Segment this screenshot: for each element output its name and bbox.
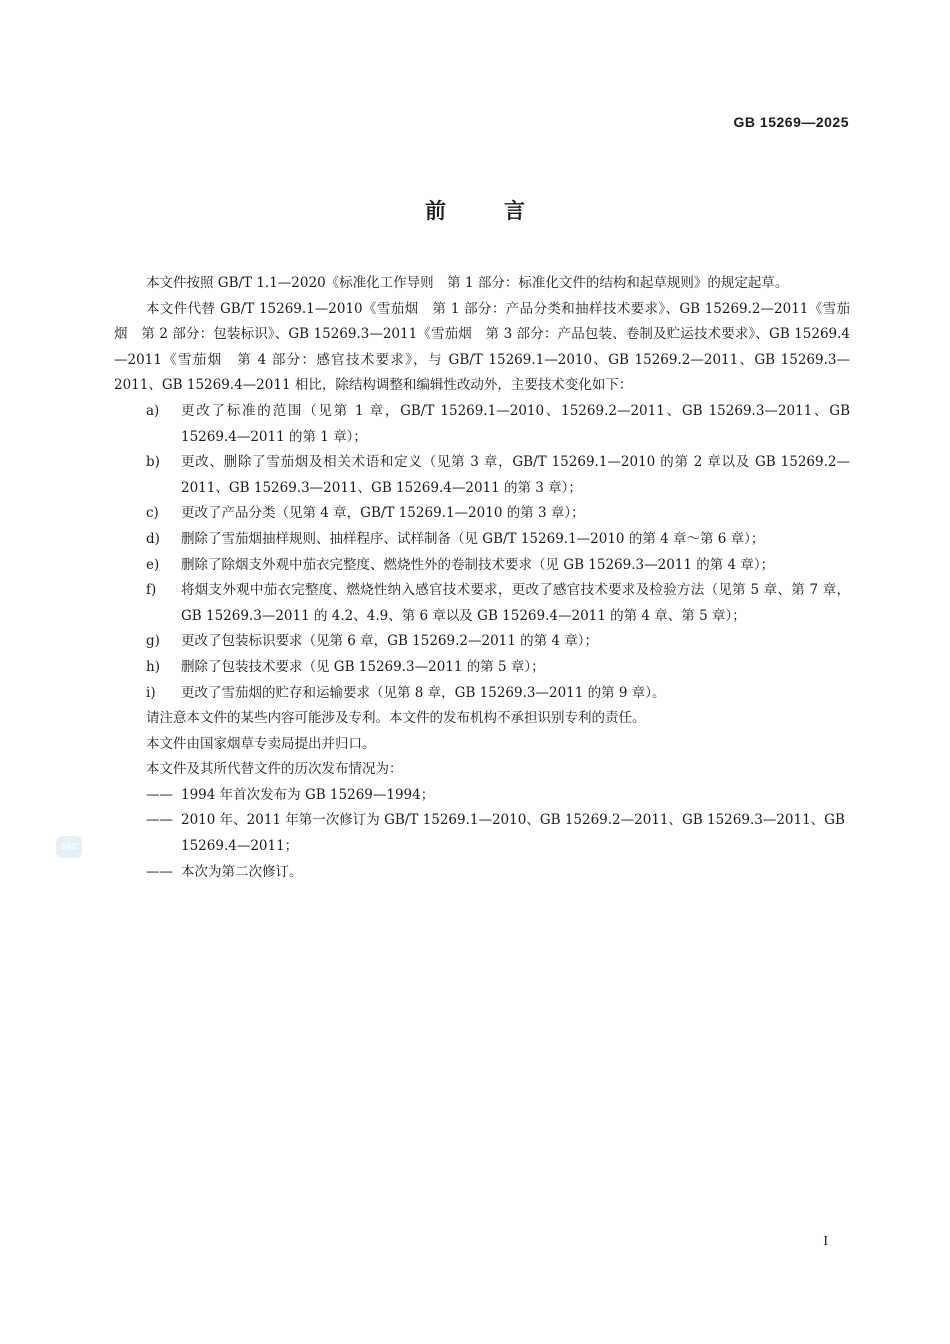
list-item-text: 更改了产品分类（见第 4 章，GB/T 15269.1—2010 的第 3 章）； [181,505,585,522]
page-number: I [823,1234,828,1249]
paragraph-history-intro: 本文件及其所代替文件的历次发布情况为： [146,761,403,778]
list-marker: d) [146,530,160,547]
history-item [114,783,850,809]
title-char-1: 前 [425,199,446,223]
list-item-text: 更改了标准的范围（见第 1 章，GB/T 15269.1—2010、15269.2—2011、GB 15269.3—2011、GB 15269.4—2011 的第 1 章）； [181,402,850,445]
changes-list [114,399,850,706]
paragraph-patent-notice: 请注意本文件的某些内容可能涉及专利。本文件的发布机构不承担识别专利的责任。 [146,710,646,727]
list-item-text: 删除了包装技术要求（见 GB 15269.3—2011 的第 5 章）； [181,658,545,675]
list-marker: g) [146,633,160,650]
list-item-text: 将烟支外观中茄衣完整度、燃烧性纳入感官技术要求，更改了感官技术要求及检验方法（见第 5 章、第 7 章，GB 15269.3—2011 的 4.2、4.9、第 6 章以及 GB 15269.4—2011 的第 4 章、第 5 章）； [181,582,850,624]
list-item [114,655,850,681]
history-item-text: 1994 年首次发布为 GB 15269—1994； [181,786,435,803]
history-item [114,860,850,886]
list-marker: c) [146,505,159,522]
list-item [114,553,850,579]
paragraph-replacement: 本文件代替 GB/T 15269.1—2010《雪茄烟 第 1 部分：产品分类和抽样技术要求》、GB 15269.2—2011《雪茄烟 第 2 部分：包装标识》、GB 15269.3—2011《雪茄烟 第 3 部分：产品包装、卷制及贮运技术要求》、GB 15269.4—2011《雪茄烟 第 4 部分：感官技术要求》，与 GB/T 15269.1—2010、GB 15269.2—2011、GB 15269.3—2011、GB 15269.4—2011 相比，除结构调整和编辑性改动外，主要技术变化如下： [114,300,850,394]
list-marker: a) [146,402,160,419]
list-item-text: 删除了除烟支外观中茄衣完整度、燃烧性外的卷制技术要求（见 GB 15269.3—2011 的第 4 章）； [181,556,775,573]
history-item [114,808,850,859]
sac-watermark-logo: SAC [56,836,82,858]
list-item [114,501,850,527]
dash-marker: —— [146,812,173,829]
list-marker: b) [146,454,160,471]
history-list [114,783,850,885]
list-item-text: 删除了雪茄烟抽样规则、抽样程序、试样制备（见 GB/T 15269.1—2010 的第 4 章～第 6 章）； [181,530,765,547]
document-body [114,271,850,885]
dash-marker: —— [146,863,173,880]
list-item [114,450,850,501]
list-marker: i) [146,684,156,701]
list-item [114,399,850,450]
list-marker: h) [146,658,160,675]
list-item [114,681,850,707]
list-item [114,629,850,655]
list-marker: f) [146,582,157,599]
dash-marker: —— [146,786,173,803]
list-marker: e) [146,556,160,573]
list-item [114,527,850,553]
paragraph-drafting-rules: 本文件按照 GB/T 1.1—2020《标准化工作导则 第 1 部分：标准化文件的结构和起草规则》的规定起草。 [146,275,789,291]
page-title [0,195,950,225]
list-item-text: 更改了包装标识要求（见第 6 章，GB 15269.2—2011 的第 4 章）； [181,633,599,650]
paragraph-proposer: 本文件由国家烟草专卖局提出并归口。 [146,735,376,752]
list-item [114,578,850,629]
list-item-text: 更改了雪茄烟的贮存和运输要求（见第 8 章，GB 15269.3—2011 的第 9 章）。 [181,684,666,701]
standard-code-header: GB 15269—2025 [733,114,849,130]
history-item-text: 本次为第二次修订。 [181,863,303,880]
list-item-text: 更改、删除了雪茄烟及相关术语和定义（见第 3 章，GB/T 15269.1—2010 的第 2 章以及 GB 15269.2—2011、GB 15269.3—2011、GB 15269.4—2011 的第 3 章）； [181,454,850,496]
title-char-2: 言 [504,199,525,223]
history-item-text: 2010 年、2011 年第一次修订为 GB/T 15269.1—2010、GB 15269.2—2011、GB 15269.3—2011、GB 15269.4—2011； [181,812,845,855]
